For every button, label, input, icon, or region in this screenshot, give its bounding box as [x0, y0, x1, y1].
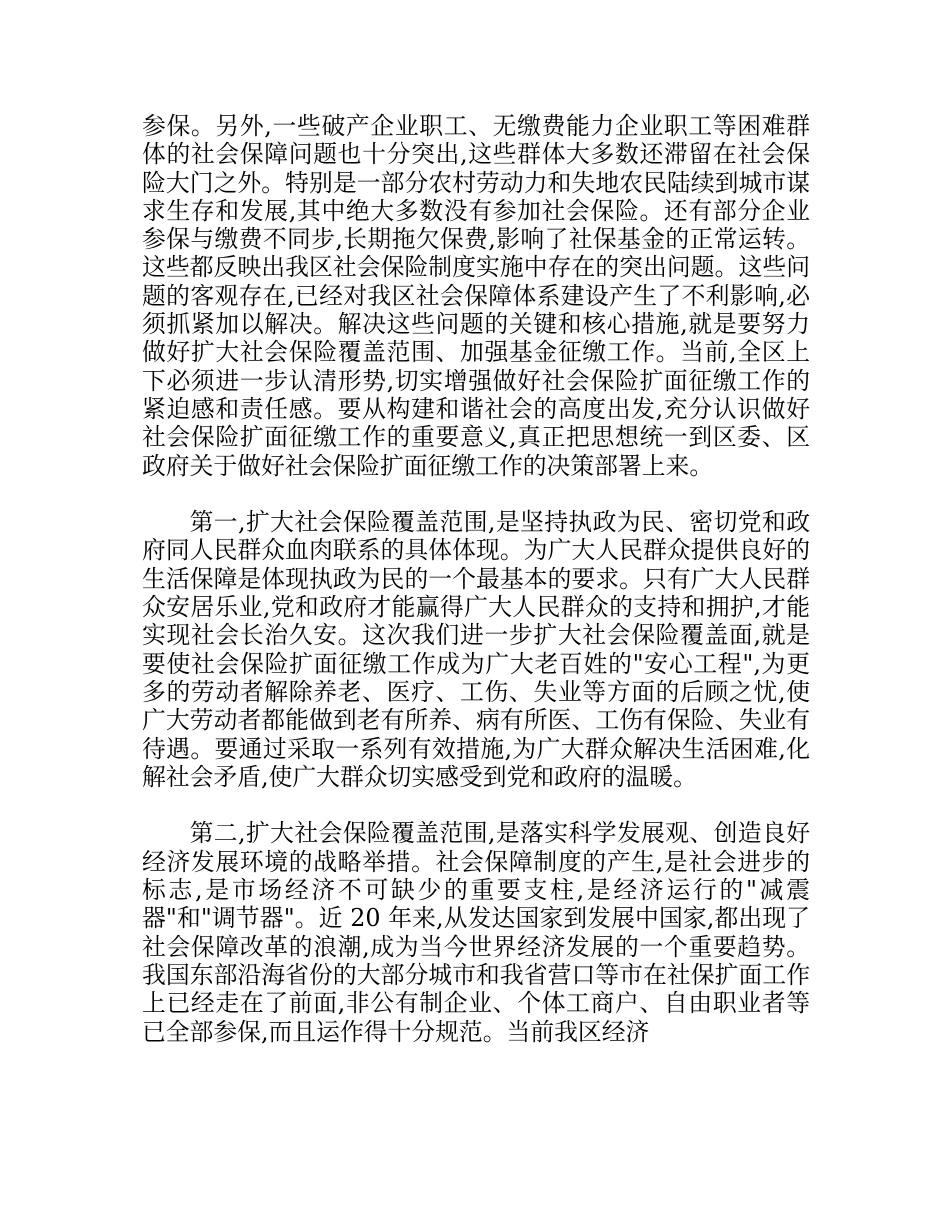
paragraph-spacer	[142, 791, 810, 819]
document-page	[142, 112, 810, 1046]
paragraph-second-point: 第二,扩大社会保险覆盖范围,是落实科学发展观、创造良好经济发展环境的战略举措。社会保障制度的产生,是社会进步的标志,是市场经济不可缺少的重要支柱,是经济运行的"减震器"和"调节器"。近 20 年来,从发达国家到发展中国家,都出现了社会保障改革的浪潮,成为当今世界经济发展的一个重要趋势。我国东部沿海省份的大部分城市和我省营口等市在社保扩面工作上已经走在了前面,非公有制企业、个体工商户、自由职业者等已全部参保,而且运作得十分规范。当前我区经济	[142, 819, 810, 1046]
paragraph-continuation: 参保。另外,一些破产企业职工、无缴费能力企业职工等困难群体的社会保障问题也十分突出,这些群体大多数还滞留在社会保险大门之外。特别是一部分农村劳动力和失地农民陆续到城市谋求生存和发展,其中绝大多数没有参加社会保险。还有部分企业参保与缴费不同步,长期拖欠保费,影响了社保基金的正常运转。这些都反映出我区社会保险制度实施中存在的突出问题。这些问题的客观存在,已经对我区社会保障体系建设产生了不利影响,必须抓紧加以解决。解决这些问题的关键和核心措施,就是要努力做好扩大社会保险覆盖范围、加强基金征缴工作。当前,全区上下必须进一步认清形势,切实增强做好社会保险扩面征缴工作的紧迫感和责任感。要从构建和谐社会的高度出发,充分认识做好社会保险扩面征缴工作的重要意义,真正把思想统一到区委、区政府关于做好社会保险扩面征缴工作的决策部署上来。	[142, 112, 810, 480]
paragraph-spacer	[142, 480, 810, 508]
paragraph-first-point: 第一,扩大社会保险覆盖范围,是坚持执政为民、密切党和政府同人民群众血肉联系的具体体现。为广大人民群众提供良好的生活保障是体现执政为民的一个最基本的要求。只有广大人民群众安居乐业,党和政府才能赢得广大人民群众的支持和拥护,才能实现社会长治久安。这次我们进一步扩大社会保险覆盖面,就是要使社会保险扩面征缴工作成为广大老百姓的"安心工程",为更多的劳动者解除养老、医疗、工伤、失业等方面的后顾之忧,使广大劳动者都能做到老有所养、病有所医、工伤有保险、失业有待遇。要通过采取一系列有效措施,为广大群众解决生活困难,化解社会矛盾,使广大群众切实感受到党和政府的温暖。	[142, 508, 810, 791]
